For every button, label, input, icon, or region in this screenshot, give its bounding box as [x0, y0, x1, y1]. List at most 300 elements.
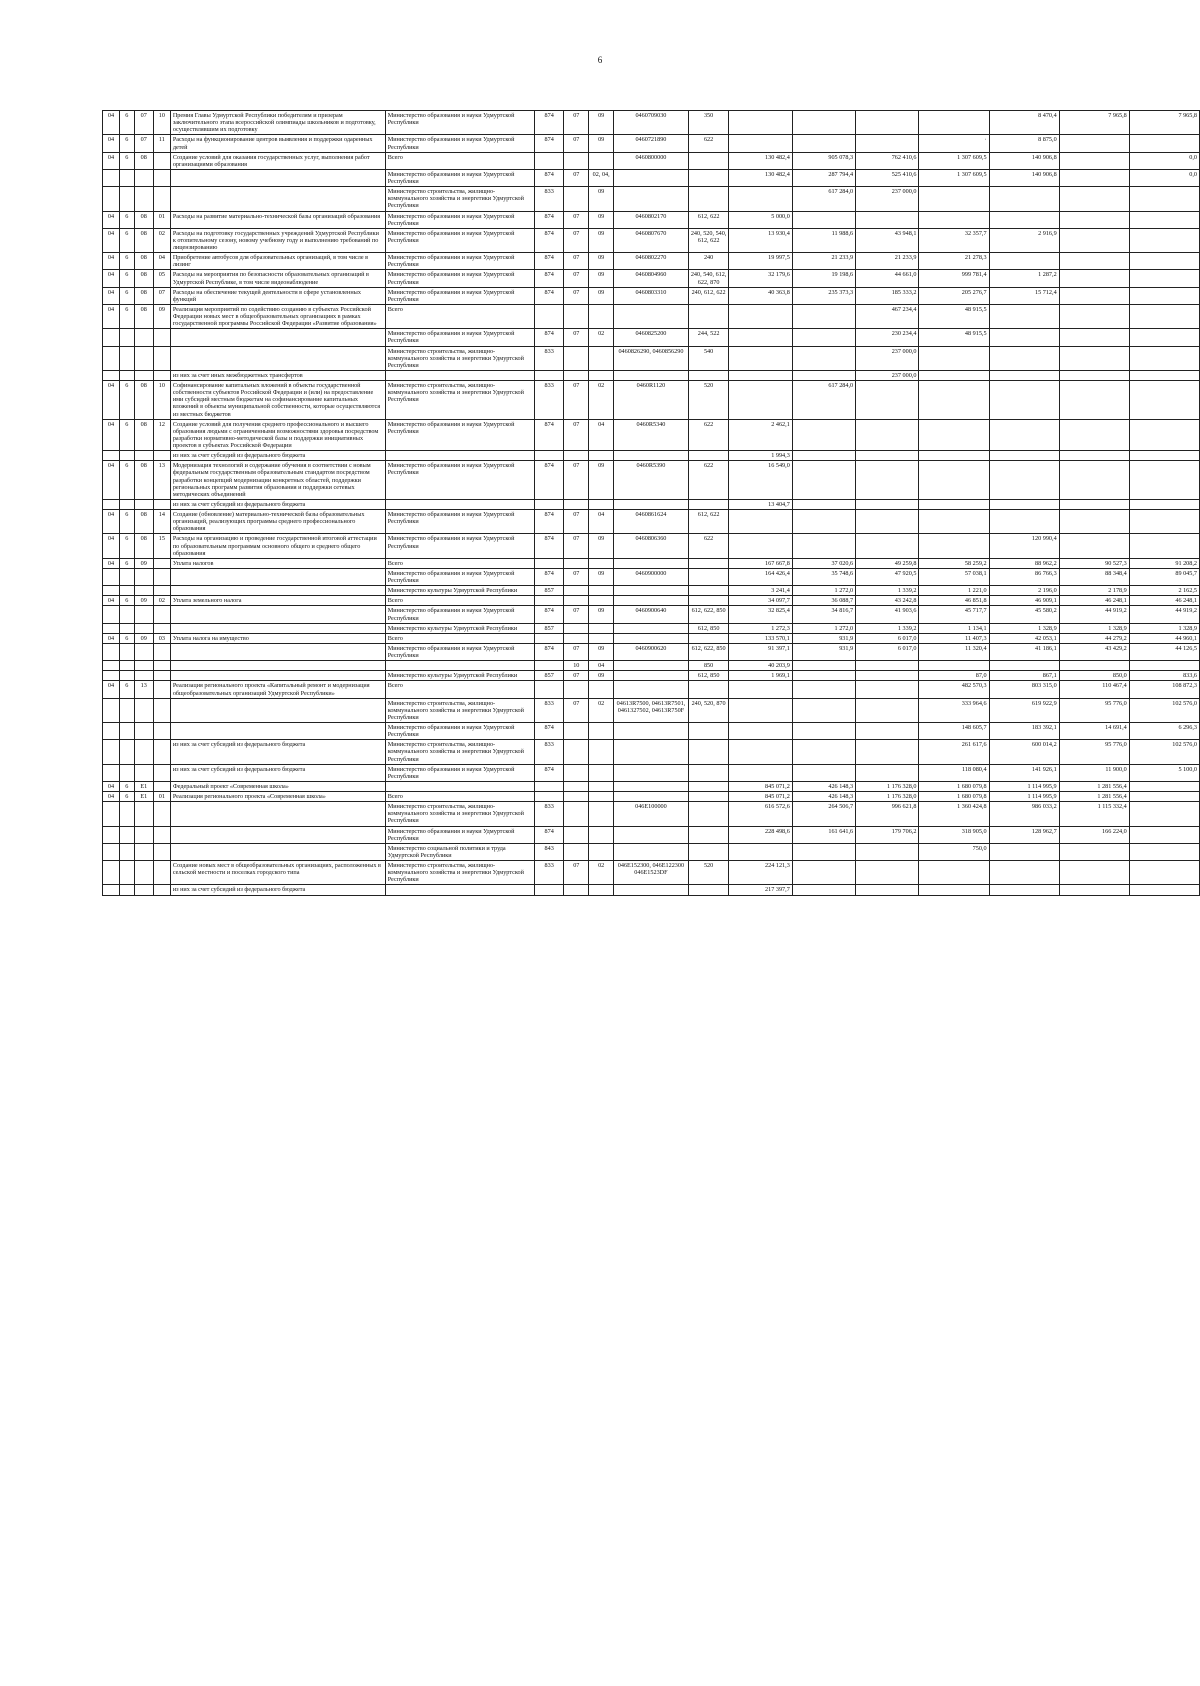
- cell-year-3: [856, 499, 919, 509]
- cell-name: Создание новых мест в общеобразовательных организациях, расположенных в сельской местности и поселках городского типа: [170, 861, 385, 885]
- cell-code-pp: 6: [119, 253, 134, 270]
- cell-year-4: 1 307 609,5: [919, 152, 989, 169]
- table-row: [103, 451, 1200, 461]
- cell-year-5: 1 328,9: [989, 623, 1059, 633]
- cell-year-2: 931,9: [792, 633, 855, 643]
- cell-code-gp: [103, 826, 120, 843]
- cell-year-2: [792, 861, 855, 885]
- cell-code-pp: 6: [119, 681, 134, 698]
- cell-csr: 0460802170: [614, 211, 689, 228]
- cell-pr: 09: [589, 211, 614, 228]
- cell-year-5: [989, 843, 1059, 860]
- cell-code-pp: [119, 740, 134, 764]
- cell-name: Федеральный проект «Современная школа»: [170, 781, 385, 791]
- cell-rz: 07: [564, 461, 589, 500]
- cell-code-m: [153, 558, 170, 568]
- cell-grbs: 874: [534, 723, 563, 740]
- cell-grbs: 857: [534, 623, 563, 633]
- table-row: [103, 499, 1200, 509]
- cell-year-2: 905 078,3: [792, 152, 855, 169]
- cell-code-gp: 04: [103, 510, 120, 534]
- cell-code-pp: 6: [119, 211, 134, 228]
- cell-pr: [589, 304, 614, 328]
- cell-year-2: 34 816,7: [792, 606, 855, 623]
- cell-executor: Министерство образования и науки Удмуртской Республики: [385, 253, 534, 270]
- cell-year-7: 44 919,2: [1129, 606, 1199, 623]
- cell-csr: [614, 370, 689, 380]
- cell-rz: 07: [564, 510, 589, 534]
- cell-code-om: 13: [134, 681, 153, 698]
- cell-year-5: [989, 381, 1059, 420]
- cell-year-7: 2 162,5: [1129, 586, 1199, 596]
- cell-year-5: 8 470,4: [989, 111, 1059, 135]
- cell-year-3: [856, 843, 919, 860]
- cell-name: из них за счет субсидий из федерального бюджета: [170, 885, 385, 895]
- cell-grbs: 843: [534, 843, 563, 860]
- cell-year-6: 1 328,9: [1059, 623, 1129, 633]
- cell-executor: [385, 885, 534, 895]
- cell-year-3: 467 234,4: [856, 304, 919, 328]
- cell-code-m: [153, 671, 170, 681]
- cell-year-2: 426 148,3: [792, 781, 855, 791]
- cell-year-1: 19 997,5: [729, 253, 792, 270]
- cell-pr: 02: [589, 381, 614, 420]
- cell-year-6: [1059, 451, 1129, 461]
- cell-year-3: [856, 740, 919, 764]
- cell-year-6: 46 248,1: [1059, 596, 1129, 606]
- cell-vr: [688, 764, 729, 781]
- cell-year-6: [1059, 510, 1129, 534]
- cell-year-3: [856, 661, 919, 671]
- cell-executor: Министерство культуры Удмуртской Республики: [385, 623, 534, 633]
- cell-year-7: 108 872,3: [1129, 681, 1199, 698]
- cell-vr: [688, 152, 729, 169]
- cell-year-5: 46 909,1: [989, 596, 1059, 606]
- cell-year-1: 32 179,6: [729, 270, 792, 287]
- cell-year-6: 1 281 556,4: [1059, 781, 1129, 791]
- cell-pr: 09: [589, 135, 614, 152]
- cell-year-7: [1129, 885, 1199, 895]
- cell-year-1: 1 994,3: [729, 451, 792, 461]
- cell-code-pp: [119, 826, 134, 843]
- cell-year-2: [792, 681, 855, 698]
- cell-year-6: 7 965,8: [1059, 111, 1129, 135]
- cell-year-4: 118 080,4: [919, 764, 989, 781]
- cell-year-7: [1129, 843, 1199, 860]
- cell-executor: Всего: [385, 304, 534, 328]
- cell-year-1: 91 397,1: [729, 643, 792, 660]
- cell-rz: [564, 152, 589, 169]
- cell-code-m: 04: [153, 253, 170, 270]
- table-row: [103, 381, 1200, 420]
- cell-vr: 520: [688, 381, 729, 420]
- cell-year-7: 833,6: [1129, 671, 1199, 681]
- cell-grbs: [534, 152, 563, 169]
- cell-pr: [589, 370, 614, 380]
- table-row: [103, 329, 1200, 346]
- table-row: [103, 802, 1200, 826]
- cell-year-1: 13 404,7: [729, 499, 792, 509]
- cell-year-4: [919, 211, 989, 228]
- cell-code-pp: [119, 661, 134, 671]
- cell-pr: [589, 346, 614, 370]
- cell-code-pp: [119, 187, 134, 211]
- cell-grbs: [534, 499, 563, 509]
- cell-name: Приобретение автобусов для образовательных организаций, в том числе в лизинг: [170, 253, 385, 270]
- table-row: [103, 885, 1200, 895]
- cell-code-om: [134, 346, 153, 370]
- cell-code-om: 08: [134, 253, 153, 270]
- cell-year-6: [1059, 346, 1129, 370]
- cell-year-5: 41 186,1: [989, 643, 1059, 660]
- cell-executor: Министерство образования и науки Удмуртской Республики: [385, 764, 534, 781]
- cell-year-1: [729, 346, 792, 370]
- cell-year-6: [1059, 270, 1129, 287]
- cell-year-3: 525 410,6: [856, 169, 919, 186]
- cell-year-5: [989, 510, 1059, 534]
- cell-code-pp: [119, 843, 134, 860]
- cell-vr: [688, 802, 729, 826]
- cell-code-m: 15: [153, 534, 170, 558]
- cell-name: [170, 843, 385, 860]
- cell-year-3: [856, 111, 919, 135]
- cell-pr: 09: [589, 287, 614, 304]
- cell-year-1: 40 363,8: [729, 287, 792, 304]
- cell-code-om: 08: [134, 304, 153, 328]
- cell-year-4: 87,0: [919, 671, 989, 681]
- cell-name: [170, 661, 385, 671]
- cell-year-2: 426 148,3: [792, 792, 855, 802]
- cell-year-5: 1 114 995,9: [989, 781, 1059, 791]
- cell-code-gp: [103, 764, 120, 781]
- cell-name: [170, 826, 385, 843]
- cell-year-4: 750,0: [919, 843, 989, 860]
- cell-csr: [614, 781, 689, 791]
- cell-vr: [688, 304, 729, 328]
- cell-year-2: [792, 661, 855, 671]
- cell-grbs: [534, 558, 563, 568]
- cell-rz: 07: [564, 534, 589, 558]
- cell-name: [170, 586, 385, 596]
- cell-code-gp: [103, 740, 120, 764]
- cell-name: [170, 698, 385, 722]
- cell-year-3: [856, 381, 919, 420]
- cell-executor: Министерство образования и науки Удмуртской Республики: [385, 568, 534, 585]
- cell-year-1: 1 272,3: [729, 623, 792, 633]
- cell-year-4: [919, 451, 989, 461]
- cell-year-1: 32 825,4: [729, 606, 792, 623]
- cell-vr: 240, 612, 622: [688, 287, 729, 304]
- cell-year-6: 88 348,4: [1059, 568, 1129, 585]
- cell-grbs: 874: [534, 461, 563, 500]
- cell-code-pp: [119, 764, 134, 781]
- table-row: [103, 764, 1200, 781]
- cell-year-6: [1059, 253, 1129, 270]
- cell-code-gp: 04: [103, 381, 120, 420]
- table-row: [103, 586, 1200, 596]
- cell-year-5: [989, 211, 1059, 228]
- cell-name: Создание условий для получения среднего профессионального и высшего образования людьми с ограниченными возможностями здоровья посредством разработки нормативно-методической базы и поддержки инициативных проектов в субъектах Российской Федерации: [170, 419, 385, 451]
- cell-code-om: 08: [134, 510, 153, 534]
- cell-year-7: [1129, 187, 1199, 211]
- table-row: [103, 270, 1200, 287]
- cell-code-gp: 04: [103, 781, 120, 791]
- cell-name: [170, 623, 385, 633]
- cell-year-7: [1129, 534, 1199, 558]
- cell-year-4: ·: [919, 135, 989, 152]
- cell-grbs: 857: [534, 586, 563, 596]
- cell-year-4: 48 915,5: [919, 304, 989, 328]
- cell-vr: 244, 522: [688, 329, 729, 346]
- cell-year-3: 1 339,2: [856, 586, 919, 596]
- cell-rz: [564, 370, 589, 380]
- cell-year-7: 1 328,9: [1129, 623, 1199, 633]
- cell-code-gp: 04: [103, 461, 120, 500]
- cell-grbs: 874: [534, 764, 563, 781]
- cell-rz: 07: [564, 287, 589, 304]
- cell-year-2: 11 988,6: [792, 228, 855, 252]
- cell-vr: 612, 622, 850: [688, 643, 729, 660]
- cell-grbs: 874: [534, 568, 563, 585]
- cell-year-7: [1129, 781, 1199, 791]
- cell-vr: [688, 187, 729, 211]
- cell-year-2: 1 272,0: [792, 586, 855, 596]
- cell-code-pp: 6: [119, 270, 134, 287]
- cell-pr: 09: [589, 228, 614, 252]
- cell-csr: 0460804960: [614, 270, 689, 287]
- cell-year-5: 619 922,9: [989, 698, 1059, 722]
- cell-code-pp: 6: [119, 781, 134, 791]
- table-row: [103, 346, 1200, 370]
- cell-year-3: 49 259,8: [856, 558, 919, 568]
- cell-executor: Министерство образования и науки Удмуртской Республики: [385, 723, 534, 740]
- cell-year-6: 1 281 556,4: [1059, 792, 1129, 802]
- cell-executor: Всего: [385, 633, 534, 643]
- cell-code-om: 08: [134, 270, 153, 287]
- cell-code-gp: [103, 698, 120, 722]
- cell-year-6: 14 691,4: [1059, 723, 1129, 740]
- cell-code-m: [153, 568, 170, 585]
- cell-grbs: [534, 596, 563, 606]
- cell-code-om: [134, 698, 153, 722]
- cell-rz: 07: [564, 419, 589, 451]
- cell-executor: Министерство образования и науки Удмуртской Республики: [385, 228, 534, 252]
- cell-code-gp: [103, 568, 120, 585]
- cell-code-pp: [119, 723, 134, 740]
- cell-vr: [688, 586, 729, 596]
- cell-executor: [385, 661, 534, 671]
- cell-year-1: 164 426,4: [729, 568, 792, 585]
- cell-code-m: [153, 802, 170, 826]
- cell-executor: Министерство образования и науки Удмуртской Республики: [385, 419, 534, 451]
- cell-grbs: 874: [534, 329, 563, 346]
- cell-grbs: 857: [534, 671, 563, 681]
- cell-code-pp: 6: [119, 596, 134, 606]
- cell-csr: 0460803310: [614, 287, 689, 304]
- cell-code-gp: 04: [103, 270, 120, 287]
- cell-csr: [614, 740, 689, 764]
- cell-code-gp: [103, 843, 120, 860]
- cell-code-m: [153, 451, 170, 461]
- cell-vr: 540: [688, 346, 729, 370]
- cell-year-1: [729, 764, 792, 781]
- cell-code-pp: 6: [119, 419, 134, 451]
- cell-code-gp: [103, 187, 120, 211]
- cell-code-gp: 04: [103, 152, 120, 169]
- cell-year-3: 21 233,9: [856, 253, 919, 270]
- cell-year-6: 43 429,2: [1059, 643, 1129, 660]
- cell-executor: Министерство социальной политики и труда Удмуртской Республики: [385, 843, 534, 860]
- cell-name: из них за счет субсидий из федерального бюджета: [170, 451, 385, 461]
- cell-rz: [564, 802, 589, 826]
- cell-year-7: [1129, 661, 1199, 671]
- cell-year-3: 44 661,0: [856, 270, 919, 287]
- cell-year-3: 762 410,6: [856, 152, 919, 169]
- cell-year-3: [856, 671, 919, 681]
- cell-year-7: [1129, 346, 1199, 370]
- cell-pr: 04: [589, 661, 614, 671]
- cell-year-6: [1059, 381, 1129, 420]
- table-row: [103, 169, 1200, 186]
- cell-name: Расходы на подготовку государственных учреждений Удмуртской Республики к отопительному сезону, новому учебному году и выполнению требований по лицензированию: [170, 228, 385, 252]
- cell-year-4: [919, 661, 989, 671]
- cell-name: Уплата налога на имущество: [170, 633, 385, 643]
- cell-year-1: [729, 740, 792, 764]
- cell-year-7: 6 296,3: [1129, 723, 1199, 740]
- table-row: [103, 596, 1200, 606]
- table-row: [103, 633, 1200, 643]
- cell-code-m: [153, 843, 170, 860]
- cell-code-m: [153, 740, 170, 764]
- cell-code-gp: 04: [103, 419, 120, 451]
- cell-pr: [589, 633, 614, 643]
- cell-code-pp: 6: [119, 228, 134, 252]
- cell-csr: 0460721890: [614, 135, 689, 152]
- cell-executor: Министерство образования и науки Удмуртской Республики: [385, 826, 534, 843]
- cell-code-om: [134, 643, 153, 660]
- cell-rz: [564, 499, 589, 509]
- cell-code-gp: 04: [103, 287, 120, 304]
- cell-year-4: 21 278,3: [919, 253, 989, 270]
- cell-year-5: [989, 304, 1059, 328]
- cell-year-3: 47 920,5: [856, 568, 919, 585]
- cell-csr: [614, 843, 689, 860]
- cell-year-6: [1059, 419, 1129, 451]
- cell-code-m: 12: [153, 419, 170, 451]
- cell-year-2: [792, 885, 855, 895]
- cell-year-2: [792, 111, 855, 135]
- cell-year-3: 1 339,2: [856, 623, 919, 633]
- cell-rz: [564, 781, 589, 791]
- cell-pr: 09: [589, 253, 614, 270]
- cell-year-5: [989, 461, 1059, 500]
- cell-year-6: 110 467,4: [1059, 681, 1129, 698]
- cell-grbs: 874: [534, 253, 563, 270]
- cell-code-m: [153, 623, 170, 633]
- cell-year-6: [1059, 661, 1129, 671]
- cell-year-5: 86 766,3: [989, 568, 1059, 585]
- cell-year-1: 34 097,7: [729, 596, 792, 606]
- cell-code-pp: [119, 586, 134, 596]
- cell-code-om: [134, 740, 153, 764]
- cell-year-6: [1059, 329, 1129, 346]
- cell-year-3: 996 621,8: [856, 802, 919, 826]
- cell-executor: Министерство культуры Удмуртской Республики: [385, 586, 534, 596]
- cell-name: Расходы на развитие материально-технической базы организаций образования: [170, 211, 385, 228]
- cell-code-pp: [119, 499, 134, 509]
- table-row: [103, 623, 1200, 633]
- cell-rz: [564, 596, 589, 606]
- cell-year-3: 6 017,0: [856, 643, 919, 660]
- cell-rz: [564, 304, 589, 328]
- cell-year-2: [792, 419, 855, 451]
- table-row: [103, 228, 1200, 252]
- cell-year-5: 140 906,8: [989, 152, 1059, 169]
- cell-executor: [385, 499, 534, 509]
- cell-year-5: 15 712,4: [989, 287, 1059, 304]
- cell-pr: [589, 451, 614, 461]
- cell-year-7: 89 045,7: [1129, 568, 1199, 585]
- cell-rz: [564, 792, 589, 802]
- cell-year-1: [729, 381, 792, 420]
- cell-grbs: 874: [534, 111, 563, 135]
- table-row: [103, 419, 1200, 451]
- cell-year-5: 120 990,4: [989, 534, 1059, 558]
- cell-year-7: 102 576,0: [1129, 698, 1199, 722]
- cell-year-7: [1129, 329, 1199, 346]
- cell-year-2: [792, 304, 855, 328]
- cell-rz: 07: [564, 211, 589, 228]
- cell-code-m: 14: [153, 510, 170, 534]
- cell-year-2: [792, 499, 855, 509]
- cell-year-7: [1129, 451, 1199, 461]
- cell-year-6: [1059, 152, 1129, 169]
- cell-year-7: [1129, 270, 1199, 287]
- cell-code-om: [134, 606, 153, 623]
- cell-name: [170, 187, 385, 211]
- cell-year-1: 130 482,4: [729, 152, 792, 169]
- cell-year-1: 845 071,2: [729, 781, 792, 791]
- cell-year-4: 333 964,6: [919, 698, 989, 722]
- cell-name: [170, 643, 385, 660]
- cell-pr: 09: [589, 643, 614, 660]
- cell-year-7: [1129, 287, 1199, 304]
- cell-rz: [564, 346, 589, 370]
- cell-rz: [564, 187, 589, 211]
- cell-vr: 240, 540, 612, 622, 870: [688, 270, 729, 287]
- table-row: [103, 304, 1200, 328]
- cell-vr: [688, 843, 729, 860]
- cell-year-5: [989, 451, 1059, 461]
- cell-year-2: 19 198,6: [792, 270, 855, 287]
- cell-year-3: [856, 764, 919, 781]
- cell-year-4: [919, 187, 989, 211]
- cell-code-pp: [119, 623, 134, 633]
- cell-vr: [688, 499, 729, 509]
- cell-vr: [688, 633, 729, 643]
- cell-vr: [688, 596, 729, 606]
- cell-year-7: 7 965,8: [1129, 111, 1199, 135]
- cell-year-3: [856, 723, 919, 740]
- cell-csr: [614, 596, 689, 606]
- cell-code-pp: 6: [119, 558, 134, 568]
- cell-year-7: [1129, 826, 1199, 843]
- cell-year-1: 224 121,3: [729, 861, 792, 885]
- cell-year-1: [729, 187, 792, 211]
- cell-year-7: 91 208,2: [1129, 558, 1199, 568]
- cell-year-4: 58 259,2: [919, 558, 989, 568]
- cell-year-5: [989, 187, 1059, 211]
